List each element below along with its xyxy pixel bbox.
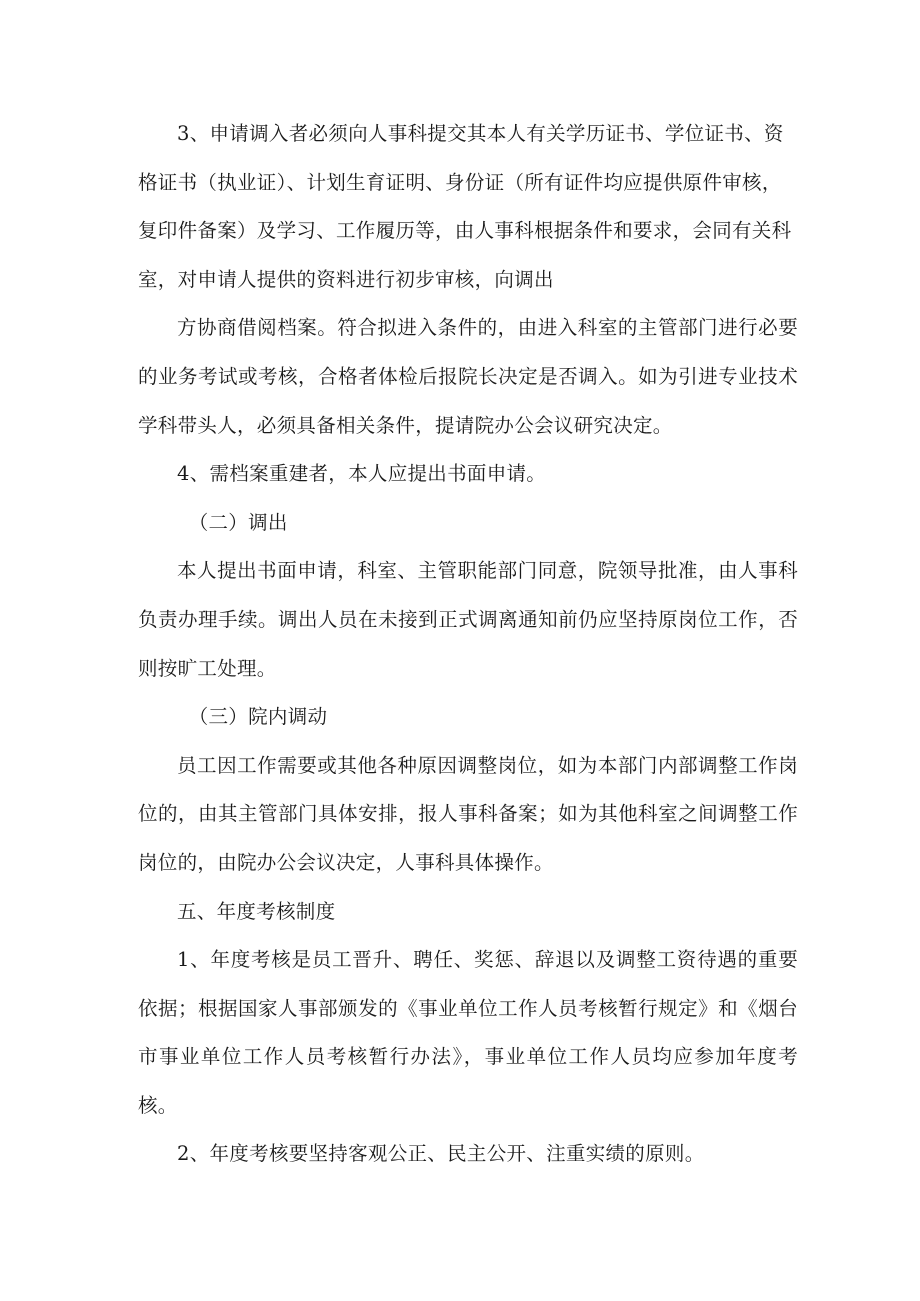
- heading-annual-assessment: 五、年度考核制度: [177, 899, 336, 923]
- heading-transfer-out: （二）调出: [188, 510, 288, 534]
- paragraph-assessment-principle: 2、年度考核要坚持客观公正、民主公开、注重实绩的原则。: [177, 1142, 705, 1166]
- paragraph-transfer-out: 本人提出书面申请，科室、主管职能部门同意，院领导批准，由人事科负责办理手续。调出人员在未接到正式调离通知前仍应坚持原岗位工作，否则按旷工处理。: [138, 559, 798, 680]
- paragraph-transfer-in-application: 3、申请调入者必须向人事科提交其本人有关学历证书、学位证书、资格证书（执业证）、计划生育证明、身份证（所有证件均应提供原件审核，复印件备案）及学习、工作履历等，由人事科根据条件和要求，会同有关科室，对申请人提供的资料进行初步审核，向调出: [138, 122, 792, 291]
- heading-internal-transfer: （三）院内调动: [188, 705, 328, 729]
- document-body: [138, 110, 798, 1179]
- paragraph-file-consultation: 方协商借阅档案。符合拟进入条件的，由进入科室的主管部门进行必要的业务考试或考核，合格者体检后报院长决定是否调入。如为引进专业技术学科带头人，必须具备相关条件，提请院办公会议研究决定。: [138, 316, 798, 437]
- paragraph-assessment-basis: 1、年度考核是员工晋升、聘任、奖惩、辞退以及调整工资待遇的重要依据；根据国家人事部颁发的《事业单位工作人员考核暂行规定》和《烟台市事业单位工作人员考核暂行办法》，事业单位工作人员均应参加年度考核。: [138, 948, 798, 1117]
- paragraph-internal-transfer: 员工因工作需要或其他各种原因调整岗位，如为本部门内部调整工作岗位的，由其主管部门具体安排，报人事科备案；如为其他科室之间调整工作岗位的，由院办公会议决定，人事科具体操作。: [138, 753, 798, 874]
- paragraph-file-rebuild: 4、需档案重建者，本人应提出书面申请。: [177, 462, 547, 486]
